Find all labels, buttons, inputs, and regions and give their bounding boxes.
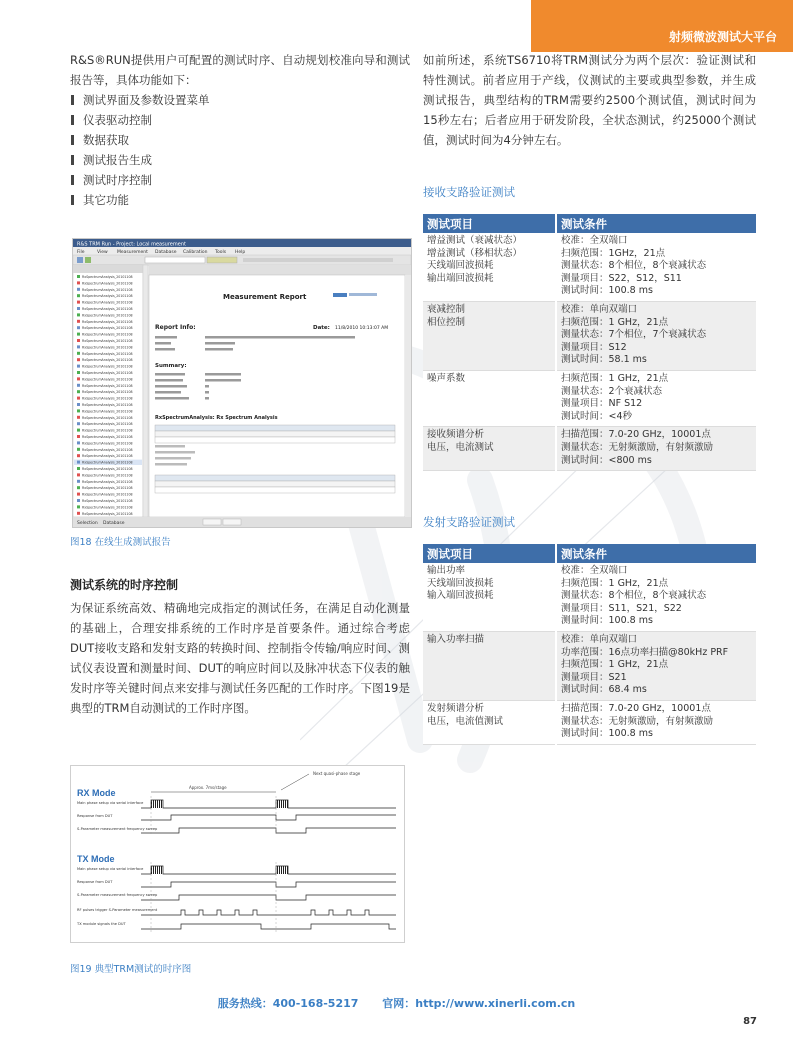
test-condition: 测量项目：S11，S21，S22 xyxy=(561,602,682,614)
tree-item-icon xyxy=(77,345,80,348)
test-item-cell xyxy=(423,233,556,301)
test-item: 接收频谱分析 xyxy=(427,429,485,441)
test-item-cell xyxy=(423,370,556,426)
tree-item[interactable]: RxSpectrumAnalysis_20101108 xyxy=(82,319,133,324)
list-item xyxy=(70,110,410,130)
tree-item-icon xyxy=(77,467,80,470)
tree-item-icon xyxy=(77,429,80,432)
list-item-label: 测试时序控制 xyxy=(83,173,152,187)
table-row xyxy=(423,631,756,700)
tree-item-icon xyxy=(77,390,80,393)
tree-item[interactable]: RxSpectrumAnalysis_20101108 xyxy=(82,383,133,388)
tree-item[interactable]: RxSpectrumAnalysis_20101108 xyxy=(82,300,133,305)
tree-item[interactable]: RxSpectrumAnalysis_20101108 xyxy=(82,287,133,292)
test-item-cell xyxy=(423,301,556,370)
test-item-cell xyxy=(423,631,556,700)
fig18-date-label: Date: xyxy=(313,325,330,331)
rx-verification-table xyxy=(423,214,756,471)
tx-verification-table xyxy=(423,544,756,745)
test-item-cell xyxy=(423,427,556,471)
test-condition: 测量项目：S21 xyxy=(561,671,627,683)
fig18-summary-label: Summary: xyxy=(155,363,187,369)
list-item xyxy=(70,190,410,210)
fig19-tx-row-label: RF pulses trigger S-Parameter measurement xyxy=(77,908,158,912)
bullet-icon xyxy=(71,155,74,165)
tree-item-icon xyxy=(77,422,80,425)
tree-item-icon xyxy=(77,499,80,502)
tree-item[interactable]: RxSpectrumAnalysis_20101108 xyxy=(82,492,133,497)
header-title: 射频微波测试大平台 xyxy=(668,30,777,44)
test-condition: 测量状态：8个相位，8个衰减状态 xyxy=(561,590,707,602)
tree-item-icon xyxy=(77,493,80,496)
feature-list xyxy=(70,90,410,210)
test-condition: 测试时间：100.8 ms xyxy=(561,285,653,297)
test-condition: 扫频范围：1 GHz，21点 xyxy=(561,372,669,384)
tree-item[interactable]: RxSpectrumAnalysis_20101108 xyxy=(82,409,133,414)
timing-section-body xyxy=(70,598,410,718)
tree-item-icon xyxy=(77,275,80,278)
fig19-note-approx: Approx. 7ms/stage xyxy=(189,785,227,790)
test-item: 输入端回波损耗 xyxy=(427,590,494,602)
column-header-condition: 测试条件 xyxy=(556,544,756,563)
list-item xyxy=(70,90,410,110)
tree-item-icon xyxy=(77,320,80,323)
table-row xyxy=(423,370,756,426)
test-condition: 校准：全双端口 xyxy=(561,565,628,576)
test-item: 增益测试（衰减状态） xyxy=(427,235,523,246)
tree-item-icon xyxy=(77,301,80,304)
test-condition: 功率范围：16点功率扫描@80kHz PRF xyxy=(561,646,729,658)
table-header-row xyxy=(423,544,756,563)
page-footer xyxy=(0,995,793,1011)
fig19-tx-row-label: S-Parameter measurement frequency sweep xyxy=(77,893,158,897)
test-condition: 测量状态：8个相位，8个衰减状态 xyxy=(561,260,707,272)
fig18-status-database: Database xyxy=(103,521,125,526)
right-column xyxy=(423,50,756,150)
tree-item-icon xyxy=(77,333,80,336)
fig19-tx-row-label: Response from DUT xyxy=(77,880,113,884)
test-condition: 校准：全双端口 xyxy=(561,235,628,246)
test-condition-cell xyxy=(556,370,756,426)
fig18-report-info-label: Report Info: xyxy=(155,324,196,331)
test-item: 输出端回波损耗 xyxy=(427,272,494,284)
test-item: 电压，电流测试 xyxy=(427,441,494,453)
test-condition: 扫描范围：7.0-20 GHz，10001点 xyxy=(561,429,711,441)
table-header-row xyxy=(423,214,756,233)
tree-item[interactable]: RxSpectrumAnalysis_20101108 xyxy=(82,511,133,516)
tree-item-icon xyxy=(77,371,80,374)
tree-item[interactable]: RxSpectrumAnalysis_20101108 xyxy=(82,422,133,427)
fig19-rx-row-label: S-Parameter measurement frequency sweep xyxy=(77,827,158,831)
timing-paragraph: 为保证系统高效、精确地完成指定的测试任务，在满足自动化测量的基础上，合理安排系统的工作时序是首要条件。通过综合考虑DUT接收支路和发射支路的转换时间、控制指令传输/响应时间、测试仪表设置和测量时间、DUT的响应时间以及脉冲状态下仪表的触发时序等关键时间点来安排与测试任务匹配的工作时序。下图19是典型的TRM自动测试的工作时序图。 xyxy=(70,601,410,715)
tree-item[interactable]: RxSpectrumAnalysis_20101108 xyxy=(82,505,133,510)
fig19-tx-row-label: Main phase setup via serial interface xyxy=(77,867,144,871)
test-item: 相位控制 xyxy=(427,316,466,328)
tree-item[interactable]: RxSpectrumAnalysis_20101108 xyxy=(82,364,133,369)
table-row xyxy=(423,301,756,370)
test-item-cell xyxy=(423,563,556,631)
test-condition-cell xyxy=(556,233,756,301)
table-row xyxy=(423,233,756,301)
overview-paragraph: 如前所述，系统TS6710将TRM测试分为两个层次：验证测试和特性测试。前者应用于产线，仪测试的主要或典型参数，并生成测试报告，典型结构的TRM需要约2500个测试值，测试时间为15秒左右；后者应用于研发阶段，全状态测试，约25000个测试值，测试时间为4分钟左右。 xyxy=(423,53,756,147)
tree-item-icon xyxy=(77,512,80,515)
tree-item-icon xyxy=(77,358,80,361)
fig18-menu-file: File xyxy=(77,250,85,255)
fig19-note-next-stage: Next quasi-phase stage xyxy=(313,771,361,776)
tree-item-icon xyxy=(77,352,80,355)
list-item-label: 其它功能 xyxy=(83,193,129,207)
test-condition: 校准：单向双端口 xyxy=(561,633,638,645)
fig18-status-selection: Selection xyxy=(77,521,98,526)
tree-item[interactable]: RxSpectrumAnalysis_20101108 xyxy=(82,447,133,452)
tree-item[interactable]: RxSpectrumAnalysis_20101108 xyxy=(82,345,133,350)
page-number: 87 xyxy=(743,1016,757,1027)
test-condition-cell xyxy=(556,700,756,744)
tree-item-icon xyxy=(77,435,80,438)
test-condition-cell xyxy=(556,301,756,370)
column-header-item: 测试项目 xyxy=(423,544,556,563)
rx-table-title: 接收支路验证测试 xyxy=(423,185,515,199)
section-heading-timing: 测试系统的时序控制 xyxy=(70,578,179,592)
test-condition: 测试时间：<800 ms xyxy=(561,454,652,466)
column-header-item: 测试项目 xyxy=(423,214,556,233)
test-condition: 扫频范围：1 GHz，21点 xyxy=(561,316,669,328)
fig19-tx-title: TX Mode xyxy=(77,854,115,864)
tree-item[interactable]: RxSpectrumAnalysis_20101108 xyxy=(82,428,133,433)
tree-item[interactable]: RxSpectrumAnalysis_20101108 xyxy=(82,307,133,311)
fig18-menu-measurement: Measurement xyxy=(117,250,148,255)
tree-item-icon xyxy=(77,505,80,508)
fig18-menu-tools: Tools xyxy=(215,250,227,255)
test-item: 输出功率 xyxy=(427,565,466,576)
tree-item[interactable]: RxSpectrumAnalysis_20101108 xyxy=(82,358,133,363)
test-condition-cell xyxy=(556,631,756,700)
figure-19-timing-diagram xyxy=(70,765,405,943)
list-item-label: 仪表驱动控制 xyxy=(83,113,152,127)
tree-item[interactable]: RxSpectrumAnalysis_20101108 xyxy=(82,326,133,331)
list-item xyxy=(70,130,410,150)
tree-item-icon xyxy=(77,409,80,412)
test-item: 电压，电流值测试 xyxy=(427,715,504,727)
tree-item[interactable]: RxSpectrumAnalysis_20101108 xyxy=(82,415,133,420)
list-item-label: 测试界面及参数设置菜单 xyxy=(83,93,210,107)
test-condition: 校准：单向双端口 xyxy=(561,303,638,315)
tree-item[interactable]: RxSpectrumAnalysis_20101108 xyxy=(82,403,133,407)
test-condition: 扫描范围：7.0-20 GHz，10001点 xyxy=(561,702,711,714)
tree-item[interactable]: RxSpectrumAnalysis_20101108 xyxy=(82,441,133,446)
fig18-menu-database: Database xyxy=(155,250,177,255)
tree-item[interactable]: RxSpectrumAnalysis_20101108 xyxy=(82,281,133,286)
table-row xyxy=(423,563,756,631)
bullet-icon xyxy=(71,195,74,205)
test-condition: 测量状态：无射频激励，有射频激励 xyxy=(561,441,714,453)
fig18-window-title: R&S TRM Run - Project: Local measurement xyxy=(77,241,186,248)
test-item: 天线端回波损耗 xyxy=(427,260,494,272)
fig18-menu-help: Help xyxy=(235,250,246,255)
test-condition: 扫频范围：1 GHz，21点 xyxy=(561,659,669,671)
test-condition: 测量状态：2个衰减状态 xyxy=(561,385,663,397)
tree-item[interactable]: RxSpectrumAnalysis_20101108 xyxy=(82,294,133,299)
tree-item[interactable]: RxSpectrumAnalysis_20101108 xyxy=(82,377,133,382)
intro-paragraph: R&S®RUN提供用户可配置的测试时序、自动规划校准向导和测试报告等，具体功能如下： xyxy=(70,53,410,87)
tree-item[interactable]: RxSpectrumAnalysis_20101108 xyxy=(82,460,133,465)
tree-item-icon xyxy=(77,294,80,297)
fig18-menu-calibration: Calibration xyxy=(183,250,208,255)
tree-item-icon xyxy=(77,397,80,400)
column-header-condition: 测试条件 xyxy=(556,214,756,233)
tree-item[interactable]: RxSpectrumAnalysis_20101108 xyxy=(82,467,133,471)
table-row xyxy=(423,427,756,471)
tree-item[interactable]: RxSpectrumAnalysis_20101108 xyxy=(82,479,133,484)
fig19-tx-row-label: TX module signals the DUT xyxy=(77,922,126,926)
fig18-menu-view: View xyxy=(97,250,108,255)
tree-item[interactable]: RxSpectrumAnalysis_20101108 xyxy=(82,454,133,459)
test-condition-cell xyxy=(556,563,756,631)
tree-item[interactable]: RxSpectrumAnalysis_20101108 xyxy=(82,486,133,491)
tree-item[interactable]: RxSpectrumAnalysis_20101108 xyxy=(82,275,133,279)
test-condition: 测试时间：58.1 ms xyxy=(561,354,647,366)
list-item xyxy=(70,170,410,190)
tx-table-title: 发射支路验证测试 xyxy=(423,515,515,529)
tree-item[interactable]: RxSpectrumAnalysis_20101108 xyxy=(82,499,133,503)
table-row xyxy=(423,700,756,744)
tree-item-icon xyxy=(77,281,80,284)
tree-item-icon xyxy=(77,454,80,457)
tree-item-icon xyxy=(77,486,80,489)
test-condition: 测量项目：S22，S12，S11 xyxy=(561,272,682,284)
tree-item-icon xyxy=(77,365,80,368)
test-condition: 测量时间：100.8 ms xyxy=(561,615,653,627)
test-condition: 测试时间：<4秒 xyxy=(561,410,633,422)
list-item xyxy=(70,150,410,170)
test-condition: 测量状态：无射频激励，有射频激励 xyxy=(561,715,714,727)
test-item: 天线端回波损耗 xyxy=(427,577,494,589)
tree-item[interactable]: RxSpectrumAnalysis_20101108 xyxy=(82,473,133,478)
tree-item-icon xyxy=(77,339,80,342)
fig19-rx-title: RX Mode xyxy=(77,788,116,798)
tree-item-icon xyxy=(77,473,80,476)
bullet-icon xyxy=(71,95,74,105)
test-condition: 测量项目：S12 xyxy=(561,341,627,353)
tree-item-icon xyxy=(77,384,80,387)
fig19-rx-row-label: Main phase setup via serial interface xyxy=(77,801,144,805)
tree-item-icon xyxy=(77,441,80,444)
tree-item[interactable]: RxSpectrumAnalysis_20101108 xyxy=(82,332,133,337)
test-item: 增益测试（移相状态） xyxy=(427,247,523,259)
tree-item[interactable]: RxSpectrumAnalysis_20101108 xyxy=(82,351,133,356)
tx-table-body xyxy=(423,563,756,744)
test-item: 发射频谱分析 xyxy=(427,702,485,714)
fig18-date-value: 11/8/2010 10:13:07 AM xyxy=(335,326,389,331)
test-condition-cell xyxy=(556,427,756,471)
tree-item-icon xyxy=(77,288,80,291)
rx-table-body xyxy=(423,233,756,471)
fig18-analysis-label: RxSpectrumAnalysis: Rx Spectrum Analysis xyxy=(155,415,278,421)
test-item: 衰减控制 xyxy=(427,303,466,315)
tree-item[interactable]: RxSpectrumAnalysis_20101108 xyxy=(82,435,133,439)
test-condition: 扫频范围：1GHz，21点 xyxy=(561,247,666,259)
tree-item[interactable]: RxSpectrumAnalysis_20101108 xyxy=(82,313,133,318)
tree-item-icon xyxy=(77,461,80,464)
bullet-icon xyxy=(71,115,74,125)
tree-item-icon xyxy=(77,416,80,419)
bullet-icon xyxy=(71,135,74,145)
figure-18-caption: 图18 在线生成测试报告 xyxy=(70,537,171,548)
list-item-label: 测试报告生成 xyxy=(83,153,152,167)
test-condition: 测试时间：100.8 ms xyxy=(561,728,653,740)
tree-item-icon xyxy=(77,448,80,451)
left-column xyxy=(70,50,410,210)
tree-item[interactable]: RxSpectrumAnalysis_20101108 xyxy=(82,339,133,343)
fig19-rx-row-label: Response from DUT xyxy=(77,814,113,818)
footer-hotline: 服务热线：400-168-5217 xyxy=(217,997,359,1010)
bullet-icon xyxy=(71,175,74,185)
test-condition: 测试时间：68.4 ms xyxy=(561,684,647,696)
tree-item-icon xyxy=(77,326,80,329)
figure-18-screenshot xyxy=(72,238,412,528)
test-condition: 测量状态：7个相位，7个衰减状态 xyxy=(561,329,707,341)
tree-item[interactable]: RxSpectrumAnalysis_20101108 xyxy=(82,371,133,375)
fig18-report-title: Measurement Report xyxy=(223,293,307,301)
tree-item[interactable]: RxSpectrumAnalysis_20101108 xyxy=(82,390,133,395)
tree-item[interactable]: RxSpectrumAnalysis_20101108 xyxy=(82,396,133,401)
tree-item-icon xyxy=(77,307,80,310)
tree-item-icon xyxy=(77,377,80,380)
tree-item-icon xyxy=(77,313,80,316)
test-item: 噪声系数 xyxy=(427,372,466,384)
test-condition: 测量项目：NF S12 xyxy=(561,398,643,410)
tree-item-icon xyxy=(77,403,80,406)
footer-website-link[interactable]: 官网：http://www.xinerli.com.cn xyxy=(382,997,576,1010)
figure-19-caption: 图19 典型TRM测试的时序图 xyxy=(70,964,192,975)
list-item-label: 数据获取 xyxy=(83,133,129,147)
test-condition: 扫频范围：1 GHz，21点 xyxy=(561,577,669,589)
test-item: 输入功率扫描 xyxy=(427,633,485,645)
header-section-tab xyxy=(531,0,793,52)
test-item-cell xyxy=(423,700,556,744)
tree-item-icon xyxy=(77,480,80,483)
